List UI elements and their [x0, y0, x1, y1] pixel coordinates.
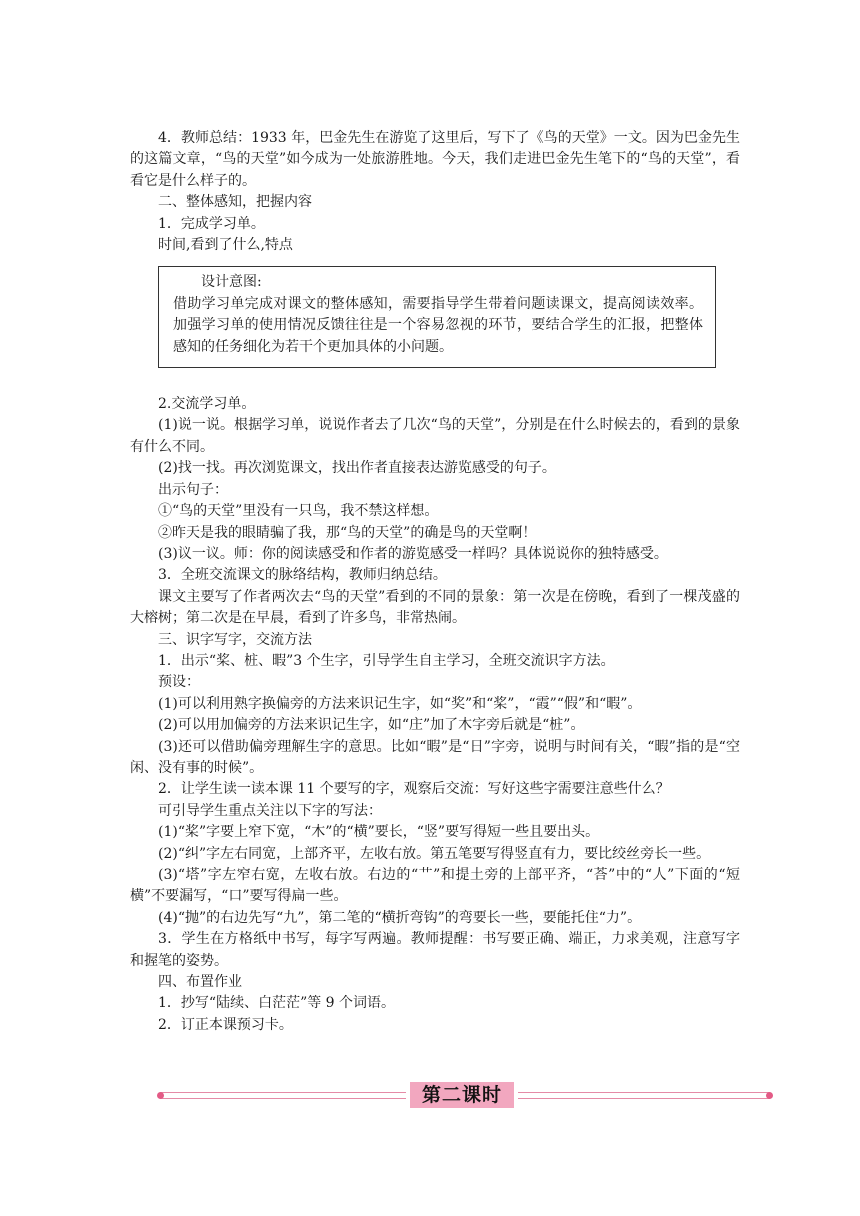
- paragraph-class-structure: 3．全班交流课文的脉络结构，教师归纳总结。: [158, 567, 447, 584]
- paragraph-focus-guide: 可引导学生重点关注以下字的写法：: [158, 802, 382, 819]
- spacer: [130, 384, 740, 394]
- paragraph-write-3: (3)“塔”字左窄右宽，左收右放。右边的“艹”和提土旁的上部平齐，“荅”中的“人”下面的“短横”不要漏写，“口”要写得扁一些。: [130, 867, 740, 905]
- paragraph-write-2: (2)“纠”字左右同宽，上部齐平，左收右放。第五笔要写得竖直有力，要比绞丝旁长一些。: [158, 845, 711, 862]
- paragraph-find: (2)找一找。再次浏览课文，找出作者直接表达游览感受的句子。: [158, 460, 556, 477]
- section-divider: [160, 1082, 770, 1110]
- paragraph-new-characters: 1．出示“桨、桩、暇”3 个生字，引导学生自主学习，全班交流识字方法。: [158, 652, 615, 669]
- paragraph-sentence-2: ②昨天是我的眼睛骗了我，那“鸟的天堂”的确是鸟的天堂啊！: [158, 524, 537, 541]
- divider-lines-left: [160, 1090, 406, 1102]
- paragraph-complete-worksheet: 1．完成学习单。: [158, 215, 265, 232]
- section-banner-second-lesson: 第二课时: [410, 1082, 514, 1108]
- paragraph-write-1: (1)“桨”字要上窄下宽，“木”的“横”要长，“竖”要写得短一些且要出头。: [158, 824, 600, 841]
- document-body: [130, 128, 740, 1036]
- paragraph-preset: 预设：: [158, 674, 200, 691]
- paragraph-teacher-summary: 4．教师总结：1933 年，巴金先生在游览了这里后，写下了《鸟的天堂》一文。因为巴金先生的这篇文章，“鸟的天堂”如今成为一处旅游胜地。今天，我们走进巴金先生笔下的“鸟的天堂”，看看它是什么样子的。: [130, 130, 740, 189]
- design-intent-box: [158, 266, 716, 368]
- paragraph-homework-1: 1．抄写“陆续、白茫茫”等 9 个词语。: [158, 995, 396, 1012]
- heading-homework: 四、布置作业: [158, 974, 242, 991]
- divider-dot-right: [766, 1092, 773, 1099]
- divider-lines-right: [518, 1090, 770, 1102]
- divider-dot-left: [157, 1092, 164, 1099]
- paragraph-show-sentences: 出示句子：: [158, 481, 228, 498]
- paragraph-discuss: (3)议一议。师：你的阅读感受和作者的游览感受一样吗？具体说说你的独特感受。: [158, 545, 668, 562]
- paragraph-practice-writing: 3．学生在方格纸中书写，每字写两遍。教师提醒：书写要正确、端正，力求美观，注意写字和握笔的姿势。: [130, 931, 740, 969]
- design-intent-title: 设计意图:: [201, 274, 262, 291]
- paragraph-preset-2: (2)可以用加偏旁的方法来识记生字，如“庄”加了木字旁后就是“桩”。: [158, 717, 585, 734]
- paragraph-write-4: (4)“抛”的右边先写“九”，第二笔的“横折弯钩”的弯要长一些，要能托住“力”。: [158, 909, 642, 926]
- paragraph-preset-3: (3)还可以借助偏旁理解生字的意思。比如“暇”是“日”字旁，说明与时间有关，“暇”指的是“空闲、没有事的时候”。: [130, 738, 740, 776]
- paragraph-read-characters: 2．让学生读一读本课 11 个要写的字，观察后交流：写好这些字需要注意些什么？: [158, 781, 670, 798]
- paragraph-main-content: 课文主要写了作者两次去“鸟的天堂”看到的不同的景象：第一次是在傍晚，看到了一棵茂盛的大榕树；第二次是在早晨，看到了许多鸟，非常热闹。: [130, 588, 740, 627]
- paragraph-worksheet-columns: 时间,看到了什么,特点: [158, 237, 293, 254]
- paragraph-exchange-worksheet: 2.交流学习单。: [158, 396, 256, 413]
- design-intent-body: 借助学习单完成对课文的整体感知，需要指导学生带着问题读课文，提高阅读效率。加强学习单的使用情况反馈往往是一个容易忽视的环节，要结合学生的汇报，把整体感知的任务细化为若干个更加具体的小问题。: [173, 295, 703, 355]
- paragraph-say: (1)说一说。根据学习单，说说作者去了几次“鸟的天堂”，分别是在什么时候去的，看到的景象有什么不同。: [130, 417, 740, 455]
- heading-overall-perception: 二、整体感知，把握内容: [158, 194, 312, 211]
- paragraph-preset-1: (1)可以利用熟字换偏旁的方法来识记生字，如“奖”和“桨”，“霞”“假”和“暇”。: [158, 695, 642, 712]
- heading-literacy-writing: 三、识字写字，交流方法: [158, 631, 312, 648]
- paragraph-homework-2: 2．订正本课预习卡。: [158, 1016, 293, 1033]
- paragraph-sentence-1: ①“鸟的天堂”里没有一只鸟，我不禁这样想。: [158, 503, 439, 520]
